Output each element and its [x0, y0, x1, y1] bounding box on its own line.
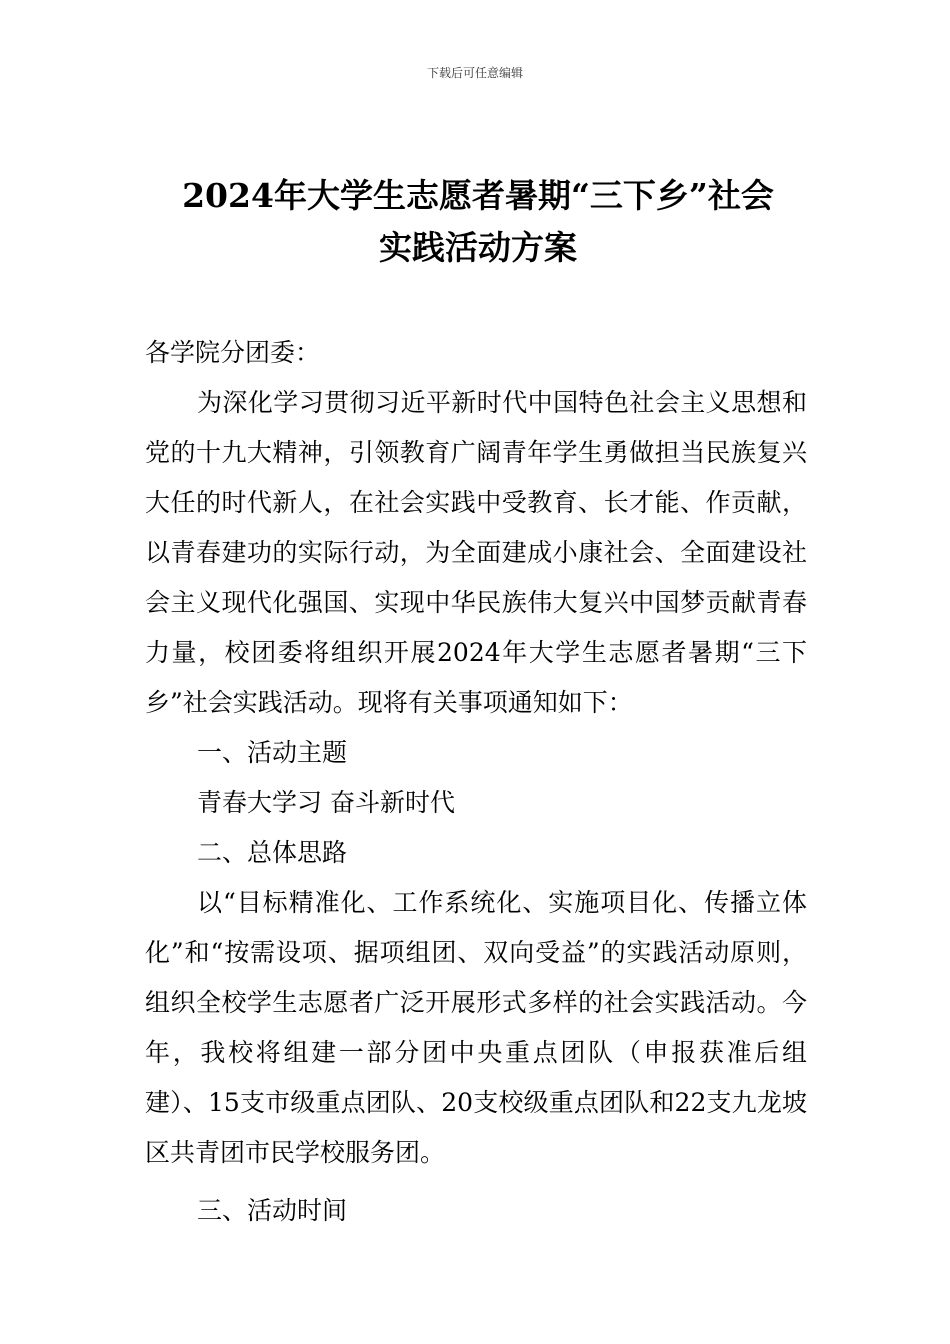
section-2-heading: 二、总体思路 — [197, 838, 348, 867]
section-1-heading: 一、活动主题 — [197, 738, 348, 767]
page-header-note: 下载后可任意编辑 — [426, 66, 523, 80]
section-1-content: 青春大学习 奋斗新时代 — [197, 788, 455, 817]
title-line-1: 2024年大学生志愿者暑期“三下乡”社会 — [182, 176, 774, 215]
section-2-paragraph: 以“目标精准化、工作系统化、实施项目化、传播立体化”和“按需设项、据项组团、双向受益”的实践活动原则，组织全校学生志愿者广泛开展形式多样的社会实践活动。今年，我校将组建一部分团中央重点团队（申报获准后组建）、15支市级重点团队、20支校级重点团队和22支九龙坡区共青团市民学校服务团。 — [145, 888, 807, 1167]
salutation: 各学院分团委： — [145, 338, 321, 367]
title-line-2: 实践活动方案 — [379, 228, 577, 267]
document-body — [145, 328, 807, 1236]
intro-paragraph: 为深化学习贯彻习近平新时代中国特色社会主义思想和党的十九大精神，引领教育广阔青年学生勇做担当民族复兴大任的时代新人，在社会实践中受教育、长才能、作贡献，以青春建功的实际行动，为全面建成小康社会、全面建设社会主义现代化强国、实现中华民族伟大复兴中国梦贡献青春力量，校团委将组织开展2024年大学生志愿者暑期“三下乡”社会实践活动。现将有关事项通知如下： — [145, 388, 807, 717]
document-title — [148, 170, 808, 274]
section-3-heading: 三、活动时间 — [197, 1196, 348, 1225]
